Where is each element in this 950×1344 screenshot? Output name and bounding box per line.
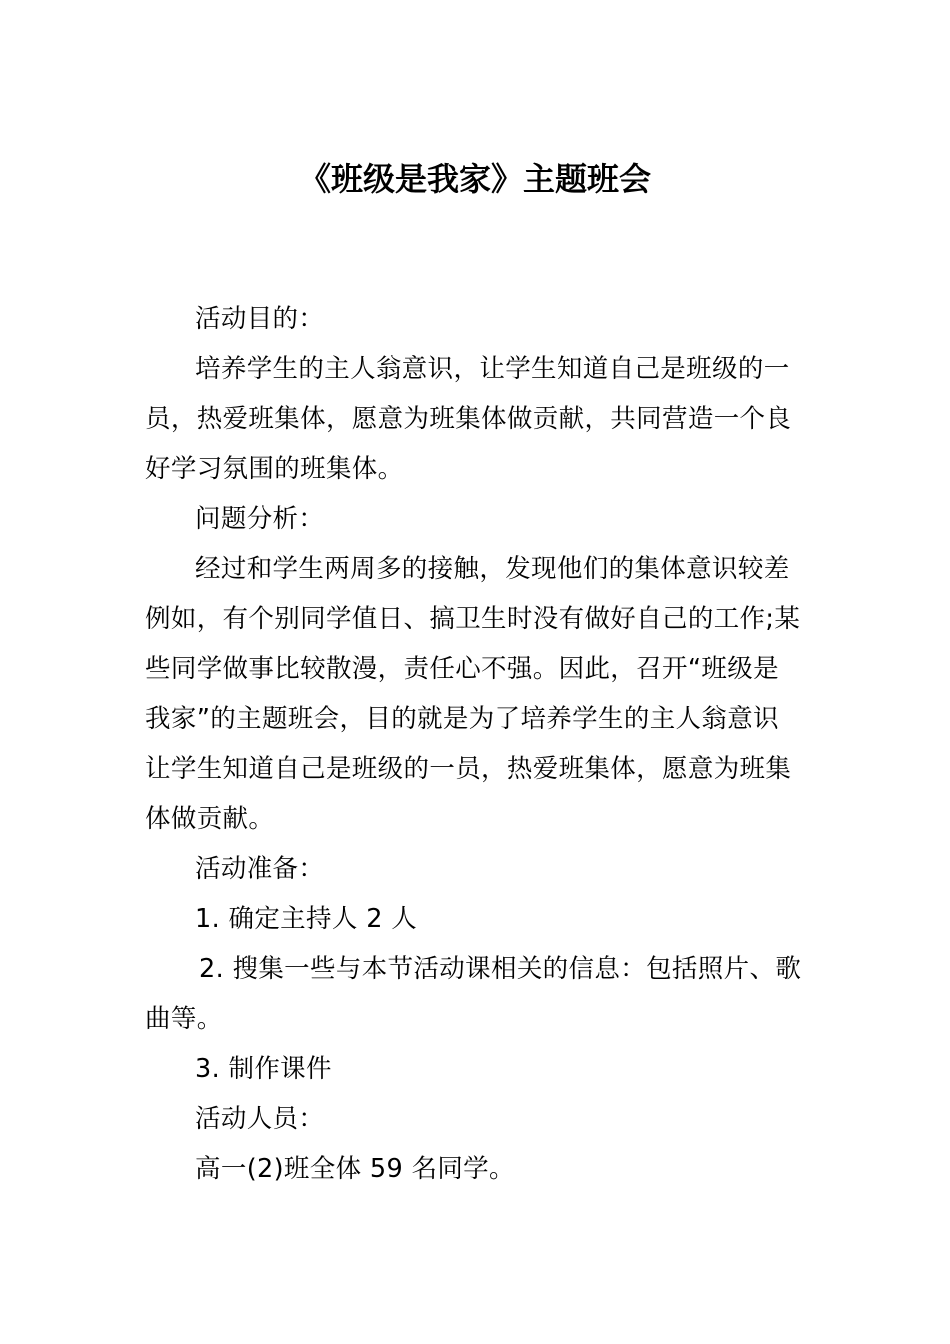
paragraph-line: 我家”的主题班会，目的就是为了培养学生的主人翁意识 bbox=[145, 704, 779, 734]
paragraph-line: 让学生知道自己是班级的一员，热爱班集体，愿意为班集 bbox=[145, 754, 792, 784]
paragraph-line: 例如，有个别同学值日、搞卫生时没有做好自己的工作;某 bbox=[145, 604, 801, 634]
paragraph-line: 好学习氛围的班集体。 bbox=[145, 454, 404, 484]
document-body bbox=[145, 294, 810, 1194]
paragraph-line: 经过和学生两周多的接触，发现他们的集体意识较差 bbox=[195, 554, 790, 584]
heading-problem-analysis: 问题分析： bbox=[195, 504, 325, 534]
heading-activity-preparation: 活动准备： bbox=[195, 854, 325, 884]
heading-activity-participants: 活动人员： bbox=[195, 1104, 325, 1134]
document-title: 《班级是我家》主题班会 bbox=[298, 160, 651, 198]
list-item: 1. 确定主持人 2 人 bbox=[195, 904, 418, 934]
paragraph-line: 高一(2)班全体 59 名同学。 bbox=[195, 1154, 515, 1184]
list-item-continuation: 曲等。 bbox=[145, 1004, 223, 1034]
paragraph-line: 培养学生的主人翁意识，让学生知道自己是班级的一 bbox=[195, 354, 790, 384]
list-item: 2. 搜集一些与本节活动课相关的信息：包括照片、歌 bbox=[199, 954, 802, 984]
list-item: 3. 制作课件 bbox=[195, 1054, 332, 1084]
heading-activity-purpose: 活动目的： bbox=[195, 304, 325, 334]
paragraph-line: 体做贡献。 bbox=[145, 804, 275, 834]
paragraph-line: 员，热爱班集体，愿意为班集体做贡献，共同营造一个良 bbox=[145, 404, 792, 434]
paragraph-line: 些同学做事比较散漫，责任心不强。因此，召开“班级是 bbox=[145, 654, 779, 684]
